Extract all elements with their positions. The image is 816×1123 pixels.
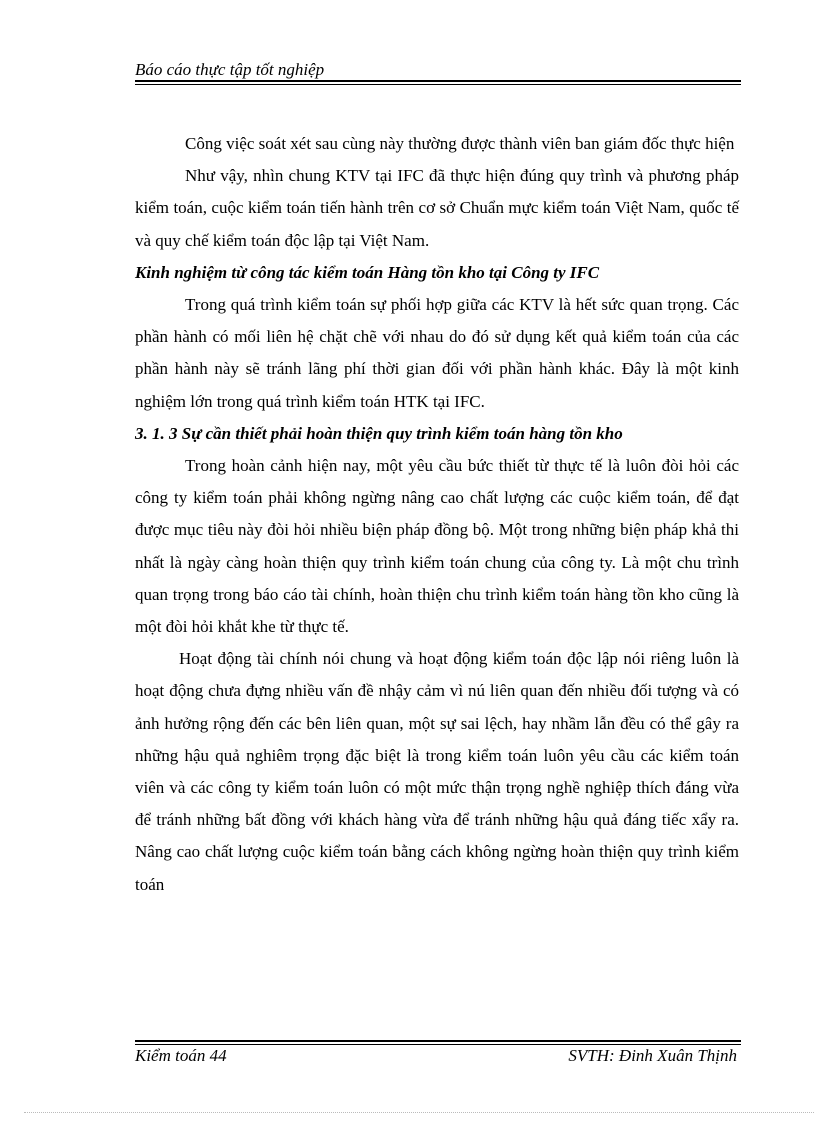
header-rule-thick bbox=[135, 80, 741, 82]
section-heading-experience: Kinh nghiệm từ công tác kiểm toán Hàng tồn kho tại Công ty IFC bbox=[135, 262, 600, 282]
page-header-title: Báo cáo thực tập tốt nghiệp bbox=[135, 60, 325, 79]
footer-course: Kiểm toán 44 bbox=[135, 1046, 227, 1065]
paragraph-review: Công việc soát xét sau cùng này thường được thành viên ban giám đốc thực hiện bbox=[185, 134, 735, 153]
footer-rule-thin bbox=[135, 1044, 741, 1045]
header-rule-thin bbox=[135, 84, 741, 85]
paragraph-financial-activity: Hoạt động tài chính nói chung và hoạt động kiểm toán độc lập nói riêng luôn là hoạt động chưa đựng nhiều vấn đề nhậy cảm vì nú liên quan đến nhiều đối tượng và có ảnh hưởng rộng đến các bên liên quan, một sự sai lệch, hay nhầm lẫn đều có thể gây ra những hậu quả nghiêm trọng đặc biệt là trong kiểm toán luôn yêu cầu các kiểm toán viên và các công ty kiểm toán luôn có một mức thận trọng nghề nghiệp thích đáng vừa để tránh những bất đồng với khách hàng vừa để tránh những hậu quả đáng tiếc xẩy ra. Nâng cao chất lượng cuộc kiểm toán bằng cách không ngừng hoàn thiện quy trình kiểm toán bbox=[135, 649, 739, 894]
footer-rule-thick bbox=[135, 1040, 741, 1042]
footer-student: SVTH: Đinh Xuân Thịnh bbox=[568, 1046, 737, 1065]
paragraph-necessity: Trong hoàn cảnh hiện nay, một yêu cầu bức thiết từ thực tế là luôn đòi hỏi các công ty kiểm toán phải không ngừng nâng cao chất lượng các cuộc kiểm toán, để đạt được mục tiêu này đòi hỏi nhiều biện pháp đồng bộ. Một trong những biện pháp khả thi nhất là ngày càng hoàn thiện quy trình kiểm toán chung của công ty. Là một chu trình quan trọng trong báo cáo tài chính, hoàn thiện chu trình kiểm toán hàng tồn kho cũng là một đòi hỏi khắt khe từ thực tế. bbox=[135, 456, 739, 637]
paragraph-experience: Trong quá trình kiểm toán sự phối hợp giữa các KTV là hết sức quan trọng. Các phần hành có mối liên hệ chặt chẽ với nhau do đó sử dụng kết quả kiểm toán của các phần hành này sẽ tránh lãng phí thời gian đối với phần hành khác. Đây là một kinh nghiệm lớn trong quá trình kiểm toán HTK tại IFC. bbox=[135, 295, 739, 411]
document-body bbox=[135, 128, 739, 901]
paragraph-summary: Như vậy, nhìn chung KTV tại IFC đã thực hiện đúng quy trình và phương pháp kiểm toán, cuộc kiểm toán tiến hành trên cơ sở Chuẩn mực kiểm toán Việt Nam, quốc tế và quy chế kiểm toán độc lập tại Việt Nam. bbox=[135, 166, 739, 250]
page-edge-border bbox=[24, 1112, 814, 1113]
section-heading-3-1-3: 3. 1. 3 Sự cần thiết phải hoàn thiện quy trình kiểm toán hàng tồn kho bbox=[135, 423, 623, 443]
